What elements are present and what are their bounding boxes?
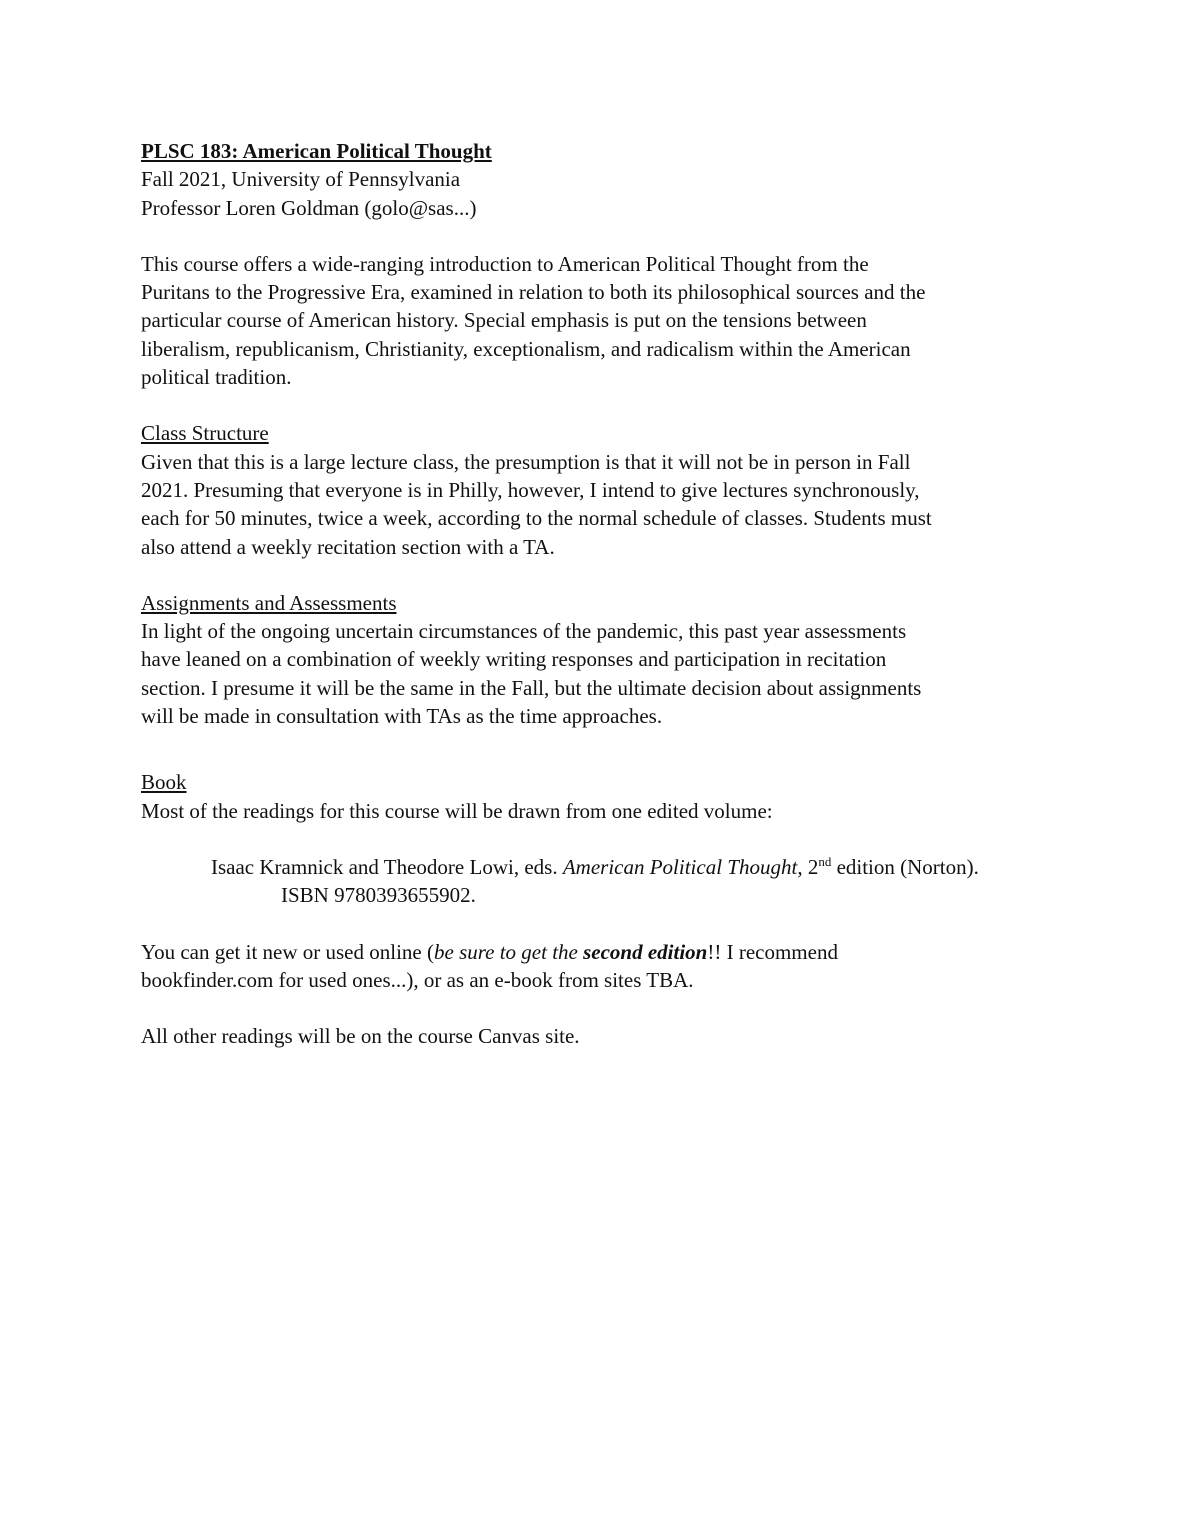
citation-edition-suffix: nd bbox=[818, 853, 832, 869]
description-line: This course offers a wide-ranging introduction to American Political Thought from the bbox=[141, 251, 869, 276]
description-line: political tradition. bbox=[141, 365, 292, 390]
description-line: particular course of American history. Special emphasis is put on the tensions between bbox=[141, 308, 867, 333]
assignments-line: In light of the ongoing uncertain circumstances of the pandemic, this past year assessments bbox=[141, 619, 907, 644]
book-citation bbox=[141, 853, 1061, 910]
purchase-line-2: bookfinder.com for used ones...), or as an e-book from sites TBA. bbox=[141, 967, 694, 992]
class-structure-line: also attend a weekly recitation section with a TA. bbox=[141, 534, 555, 559]
syllabus-page bbox=[141, 137, 1061, 1050]
purchase-emphasis: be sure to get the bbox=[434, 939, 584, 964]
term-line: Fall 2021, University of Pennsylvania bbox=[141, 167, 461, 192]
class-structure-heading: Class Structure bbox=[141, 421, 269, 446]
class-structure-line: each for 50 minutes, twice a week, according to the normal schedule of classes. Students must bbox=[141, 506, 932, 531]
assignments-line: will be made in consultation with TAs as the time approaches. bbox=[141, 704, 663, 729]
course-description bbox=[141, 250, 1061, 391]
assignments-heading: Assignments and Assessments bbox=[141, 590, 397, 615]
citation-title: American Political Thought bbox=[562, 854, 798, 879]
class-structure-line: Given that this is a large lecture class, the presumption is that it will not be in person in Fall bbox=[141, 449, 911, 474]
citation-line bbox=[211, 853, 1061, 881]
citation-isbn: ISBN 9780393655902. bbox=[281, 883, 476, 908]
class-structure-line: 2021. Presuming that everyone is in Philly, however, I intend to give lectures synchronously, bbox=[141, 477, 920, 502]
assignments-line: section. I presume it will be the same in the Fall, but the ultimate decision about assignments bbox=[141, 675, 922, 700]
purchase-note bbox=[141, 938, 1061, 995]
book-intro: Most of the readings for this course will be drawn from one edited volume: bbox=[141, 798, 773, 823]
purchase-text: You can get it new or used online ( bbox=[141, 939, 434, 964]
citation-edition: , 2 bbox=[797, 854, 819, 879]
description-line: liberalism, republicanism, Christianity, exceptionalism, and radicalism within the American bbox=[141, 336, 911, 361]
purchase-line bbox=[141, 938, 1061, 966]
class-structure-text bbox=[141, 448, 1061, 561]
citation-authors: Isaac Kramnick and Theodore Lowi, eds. bbox=[211, 854, 563, 879]
purchase-text-end: !! I recommend bbox=[707, 939, 838, 964]
course-title: PLSC 183: American Political Thought bbox=[141, 139, 492, 163]
description-line: Puritans to the Progressive Era, examined in relation to both its philosophical sources and the bbox=[141, 280, 926, 305]
instructor-line: Professor Loren Goldman (golo@sas...) bbox=[141, 195, 477, 220]
canvas-note: All other readings will be on the course Canvas site. bbox=[141, 1024, 580, 1049]
second-edition-emphasis: second edition bbox=[583, 939, 708, 964]
assignments-line: have leaned on a combination of weekly writing responses and participation in recitation bbox=[141, 647, 887, 672]
citation-publisher: edition (Norton). bbox=[831, 854, 979, 879]
book-heading: Book bbox=[141, 770, 187, 795]
assignments-text bbox=[141, 617, 1061, 730]
